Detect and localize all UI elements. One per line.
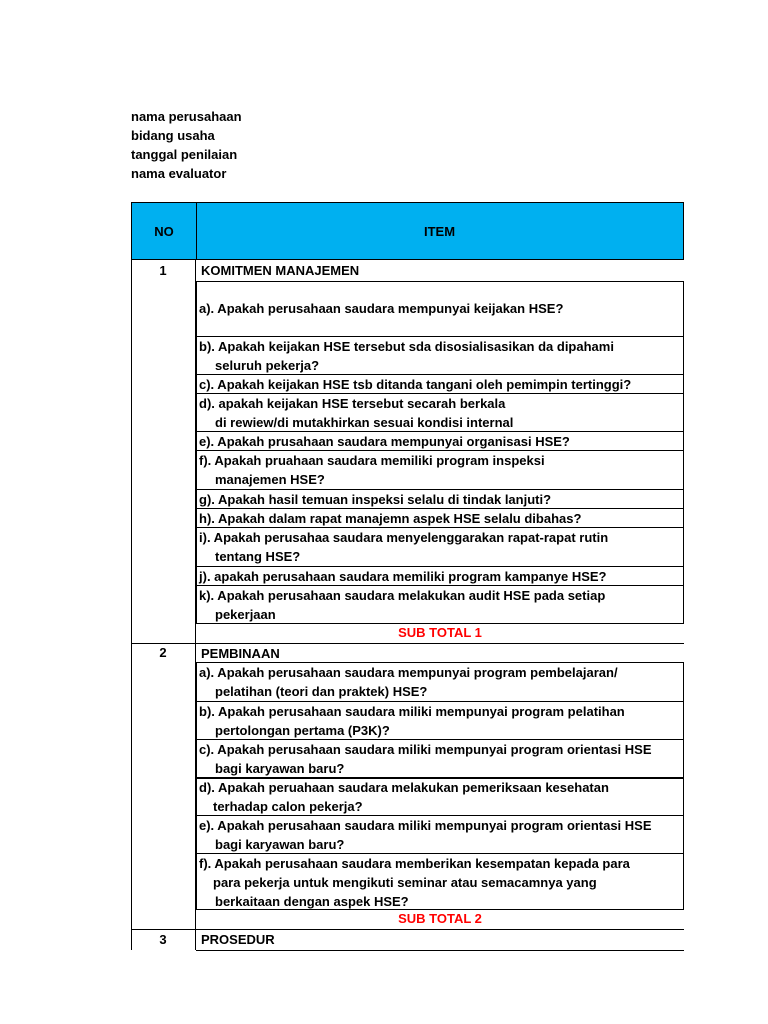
item-text: c). Apakah keijakan HSE tsb ditanda tangani oleh pemimpin tertinggi? [199,377,632,392]
no-column-left-border [131,260,132,950]
item-text: a). Apakah perusahaan saudara mempunyai program pembelajaran/ [199,665,618,680]
item-text-cont: seluruh pekerja? [215,358,320,373]
item-text-cont: di rewiew/di mutakhirkan sesuai kondisi internal [215,415,514,430]
item-text-cont: terhadap calon pekerja? [213,799,363,814]
list-item [196,336,684,375]
list-item [196,489,684,509]
table-header [131,202,684,260]
list-item [196,450,684,490]
item-text: j). apakah perusahaan saudara memiliki program kampanye HSE? [199,569,607,584]
item-text: h). Apakah dalam rapat manajemn aspek HSE selalu dibahas? [199,511,582,526]
item-text: k). Apakah perusahaan saudara melakukan audit HSE pada setiap [199,588,606,603]
label-evaluator-name: nama evaluator [131,166,227,181]
list-item [196,853,684,910]
item-text: c). Apakah perusahaan saudara miliki mempunyai program orientasi HSE [199,742,652,757]
section-divider [196,929,684,930]
item-text: i). Apakah perusahaa saudara menyelenggarakan rapat-rapat rutin [199,530,609,545]
item-text-cont: bagi karyawan baru? [215,837,345,852]
list-item [196,281,684,337]
list-item [196,739,684,779]
section-title-prosedur: PROSEDUR [201,932,275,947]
list-item [196,566,684,586]
row-divider [196,950,684,951]
label-business-field: bidang usaha [131,128,215,143]
list-item [196,662,684,702]
list-item [196,508,684,528]
item-text: a). Apakah perusahaan saudara mempunyai keijakan HSE? [199,301,564,316]
section-number: 2 [159,645,167,660]
subtotal-label: SUB TOTAL 2 [398,911,482,926]
item-text-cont: tentang HSE? [215,549,301,564]
item-text: e). Apakah prusahaan saudara mempunyai organisasi HSE? [199,434,570,449]
item-text-cont: pertolongan pertama (P3K)? [215,723,390,738]
section-number: 3 [159,932,167,947]
section-number: 1 [159,263,167,278]
item-text: g). Apakah hasil temuan inspeksi selalu di tindak lanjuti? [199,492,552,507]
item-text-cont: manajemen HSE? [215,472,325,487]
label-assessment-date: tanggal penilaian [131,147,238,162]
item-text-cont: pelatihan (teori dan praktek) HSE? [215,684,428,699]
label-company-name: nama perusahaan [131,109,242,124]
item-text-cont: berkaitaan dengan aspek HSE? [215,894,409,909]
item-text: f). Apakah pruahaan saudara memiliki program inspeksi [199,453,545,468]
item-text: d). apakah keijakan HSE tersebut secarah berkala [199,396,506,411]
section-title-komitmen: KOMITMEN MANAJEMEN [201,263,360,278]
list-item [196,585,684,624]
list-item [196,374,684,394]
item-text: b). Apakah keijakan HSE tersebut sda disosialisasikan da dipahami [199,339,614,354]
section-divider [131,929,196,930]
item-text: d). Apakah peruahaan saudara melakukan pemeriksaan kesehatan [199,780,609,795]
list-item [196,527,684,567]
item-text: b). Apakah perusahaan saudara miliki mempunyai program pelatihan [199,704,625,719]
subtotal-label: SUB TOTAL 1 [398,625,482,640]
item-text-cont: para pekerja untuk mengikuti seminar atau semacamnya yang [213,875,597,890]
section-divider [196,643,684,644]
list-item [196,815,684,854]
header-no: NO [132,203,197,259]
item-text: e). Apakah perusahaan saudara miliki mempunyai program orientasi HSE [199,818,652,833]
list-item [196,777,684,816]
item-text-cont: pekerjaan [215,607,276,622]
section-title-pembinaan: PEMBINAAN [201,646,280,661]
list-item [196,431,684,451]
item-text: f). Apakah perusahaan saudara memberikan kesempatan kepada para [199,856,630,871]
item-text-cont: bagi karyawan baru? [215,761,345,776]
list-item [196,701,684,740]
section-divider [131,643,196,644]
header-item: ITEM [423,223,456,239]
list-item [196,393,684,432]
